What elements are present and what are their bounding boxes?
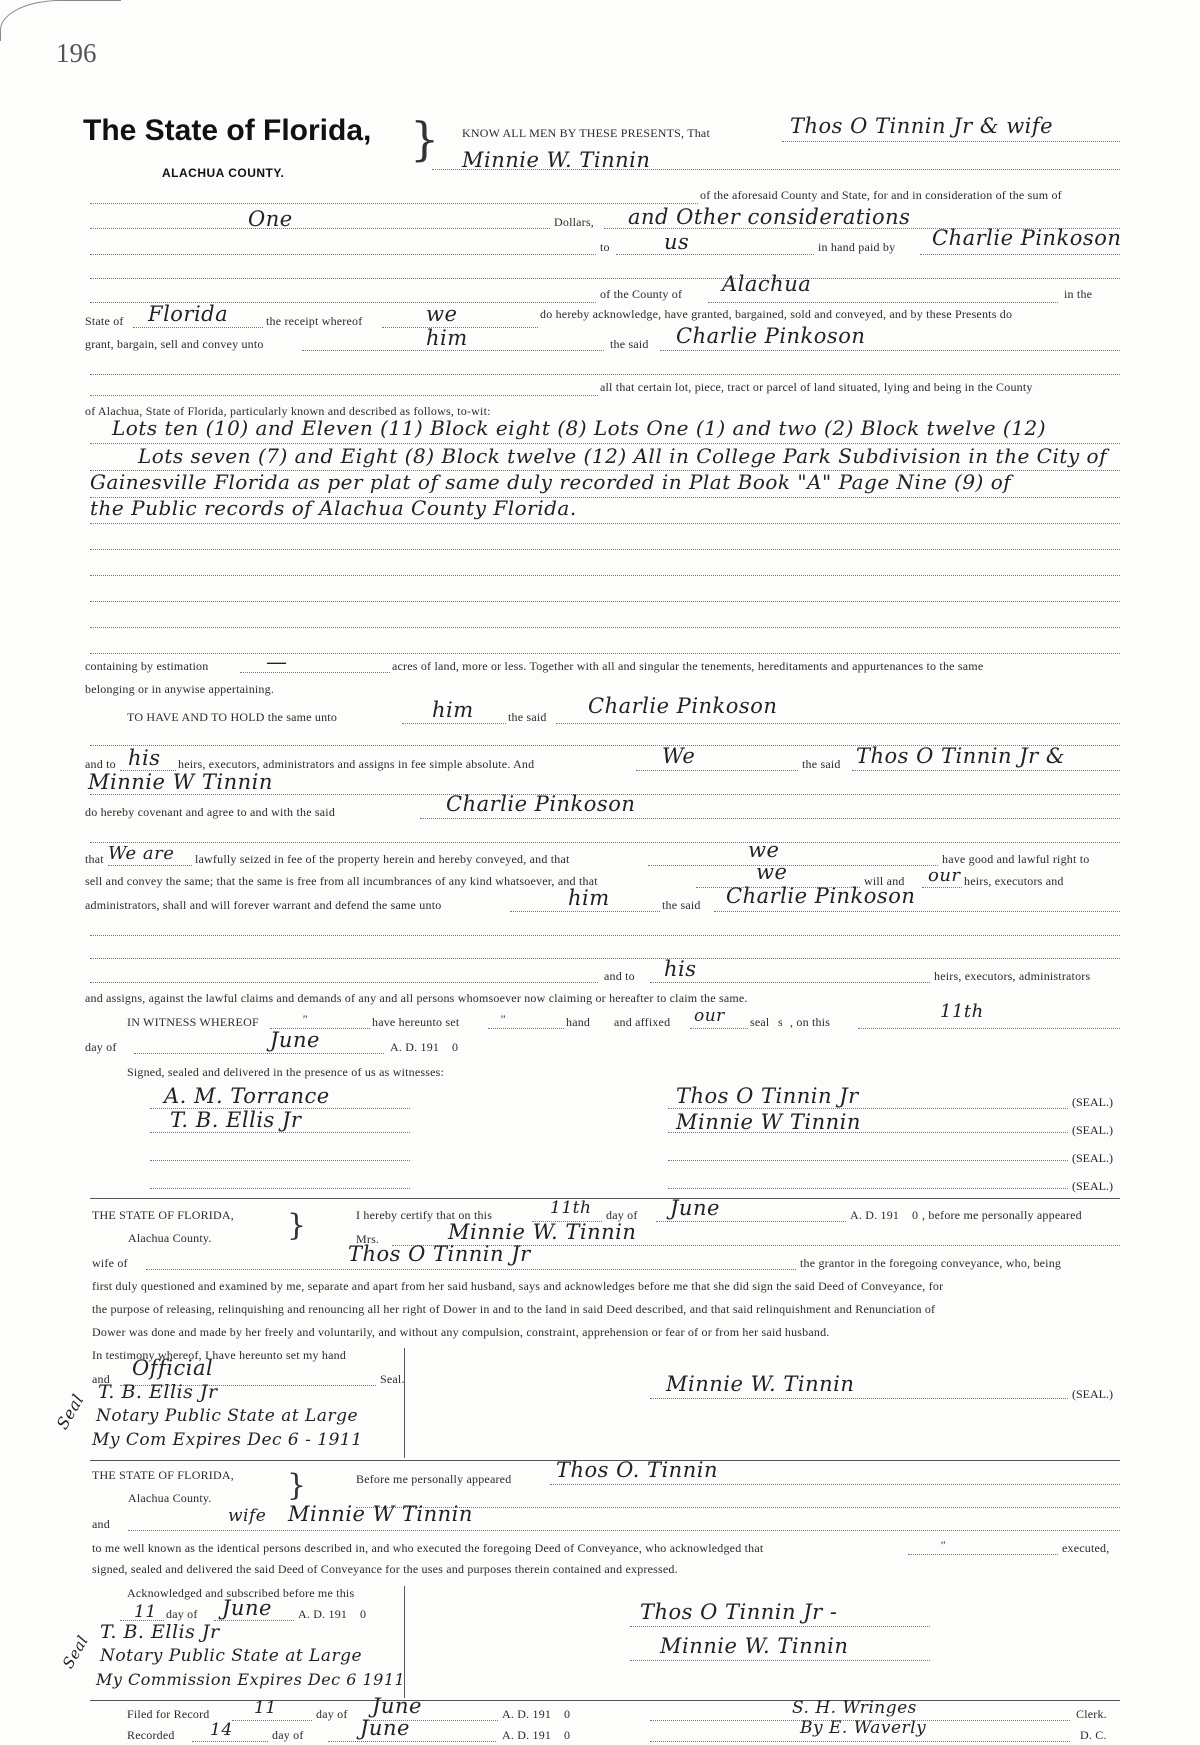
said-label: the said (610, 337, 649, 351)
cert2-wife-name-handwritten: Minnie W Tinnin (288, 1502, 473, 1526)
cert2-signature-1: Thos O Tinnin Jr - (640, 1600, 838, 1624)
cert2-before-label: Before me personally appeared (356, 1472, 512, 1486)
unto-handwritten: him (426, 326, 468, 350)
husband-handwritten: Thos O Tinnin Jr (348, 1242, 531, 1266)
grantors-line-2: Minnie W. Tinnin (462, 148, 651, 172)
heirs2-text: heirs, executors, administrators (934, 969, 1091, 983)
fill-line (90, 653, 1120, 654)
fill-line (232, 1720, 312, 1721)
section-divider (90, 1198, 1120, 1199)
ack-label: Acknowledged and subscribed before me this (127, 1586, 355, 1600)
fill-line (128, 1530, 1120, 1531)
fill-line (650, 1398, 1068, 1399)
fill-line (133, 327, 263, 328)
description-line-1: Lots ten (10) and Eleven (11) Block eight (8) Lots One (1) and two (2) Block twelve (12) (112, 416, 1046, 440)
fill-line (650, 1741, 1070, 1742)
known-text: to me well known as the identical persons described in, and who executed the foregoing Deed of Conveyance, who acknowledged that (92, 1541, 764, 1555)
cert2-signature-2: Minnie W. Tinnin (660, 1634, 849, 1658)
cert2-state: THE STATE OF FLORIDA, (92, 1468, 234, 1482)
seal-handwritten: s (778, 1015, 783, 1029)
dc-label: D. C. (1080, 1728, 1107, 1742)
recorded-label: Recorded (127, 1728, 175, 1742)
heirs-handwritten: We (662, 744, 696, 768)
heirs-grantors-handwritten: Thos O Tinnin Jr & (856, 744, 1066, 768)
dollars-extra-handwritten: and Other considerations (628, 205, 911, 229)
testimony-text: In testimony whereof, I have hereunto set my hand (92, 1348, 347, 1362)
cert2-wife-handwritten: wife (228, 1506, 267, 1526)
fill-line (214, 1620, 294, 1621)
filed-day-of: day of (316, 1707, 348, 1721)
fill-line (90, 935, 1120, 936)
signed-text: Signed, sealed and delivered in the presence of us as witnesses: (127, 1065, 445, 1079)
fill-line (858, 1028, 1120, 1029)
cert2-month-handwritten: June (222, 1596, 272, 1620)
estimation-label: containing by estimation (85, 659, 209, 673)
official-handwritten: Official (132, 1356, 214, 1380)
month-handwritten: June (270, 1028, 320, 1052)
know-all-text: KNOW ALL MEN BY THESE PRESENTS, That (462, 126, 710, 140)
fill-line (90, 958, 1120, 959)
have-hold-said: the said (508, 710, 547, 724)
that-label: that (85, 852, 104, 866)
fill-line (714, 911, 1120, 912)
in-the-label: in the (1064, 287, 1093, 301)
filed-ad: A. D. 191 (502, 1707, 552, 1721)
rec-year: 0 (564, 1728, 571, 1742)
cert2-year: 0 (360, 1607, 367, 1621)
clerk-handwritten: S. H. Wringes (792, 1698, 917, 1718)
filed-month-handwritten: June (372, 1694, 422, 1718)
said-grantee-handwritten: Charlie Pinkoson (676, 324, 866, 348)
acknowledge-text: do hereby acknowledge, have granted, bargained, sold and conveyed, and by these Presents do (540, 307, 1013, 321)
on-this-label: , on this (790, 1015, 831, 1029)
fill-line (328, 1741, 496, 1742)
fill-line (90, 842, 1120, 843)
fill-line (90, 254, 596, 255)
cert1-year: 0 (912, 1208, 919, 1222)
cert1-ad: A. D. 191 (850, 1208, 900, 1222)
fill-line (192, 1741, 268, 1742)
fill-line (90, 203, 698, 204)
fill-line (616, 254, 814, 255)
cert1-before-text: , before me personally appeared (922, 1208, 1082, 1222)
cert1-notary-3: My Com Expires Dec 6 - 1911 (92, 1430, 363, 1450)
consideration-text: of the aforesaid County and State, for and in consideration of the sum of (700, 188, 1062, 202)
mrs-handwritten: Minnie W. Tinnin (448, 1220, 637, 1244)
grantors-line-1: Thos O Tinnin Jr & wife (790, 114, 1054, 138)
description-line-3: Gainesville Florida as per plat of same duly recorded in Plat Book "A" Page Nine (9) of (90, 470, 1012, 494)
county-of-label: of the County of (600, 287, 683, 301)
admin-grantee-handwritten: Charlie Pinkoson (726, 884, 916, 908)
and-to2-label: and to (604, 969, 635, 983)
have-hold-handwritten: him (432, 698, 474, 722)
whereof-handwritten: " (302, 1012, 308, 1026)
fill-line (630, 1660, 930, 1661)
described-text: of Alachua, State of Florida, particularly known and described as follows, to-wit: (85, 404, 491, 418)
to-label: to (600, 240, 610, 254)
seized-text: lawfully seized in fee of the property herein and hereby conveyed, and that (195, 852, 570, 866)
affixed-label: and affixed (614, 1015, 671, 1029)
seal-label: seal (750, 1015, 770, 1029)
fill-line (90, 228, 550, 229)
fill-line (668, 1188, 1068, 1189)
assigns-text: and assigns, against the lawful claims and demands of any and all persons whomsoever now claiming or hereafter to claim the same. (85, 991, 748, 1005)
hand-label: hand (566, 1015, 591, 1029)
cert2-notary-2: Notary Public State at Large (100, 1646, 363, 1666)
day-of-label: day of (85, 1040, 117, 1054)
seal-marker-4: (SEAL.) (1072, 1179, 1113, 1193)
fill-line (150, 1188, 410, 1189)
fill-line (908, 1554, 1058, 1555)
heirs-said: the said (802, 757, 841, 771)
fill-line (90, 982, 598, 983)
acres-text: acres of land, more or less. Together with all and singular the tenements, hereditaments and appurtenances to the same (392, 659, 984, 673)
clerk-label: Clerk. (1076, 1707, 1107, 1721)
cert1-day-handwritten: 11th (550, 1198, 592, 1218)
signature-2-handwritten: Minnie W Tinnin (676, 1110, 861, 1134)
dc-handwritten: By E. Waverly (800, 1718, 927, 1738)
fill-line (852, 770, 1120, 771)
cert1-para-1: first duly questioned and examined by me, separate and apart from her said husband, says and acknowledges before me that she did sign the said Deed of Conveyance, for (92, 1279, 944, 1293)
state-handwritten: Florida (148, 302, 229, 326)
cert2-brace: } (287, 1468, 307, 1503)
fill-line (550, 1484, 1120, 1485)
paid-by-label: in hand paid by (818, 240, 896, 254)
will-and-label: will and (864, 874, 905, 888)
have-set-label: have hereunto set (372, 1015, 460, 1029)
cert1-para-3: Dower was done and made by her freely and voluntarily, and without any compulsion, constraint, apprehension or fear of or from her said husband. (92, 1325, 830, 1339)
seized-handwritten: we (748, 838, 780, 862)
year-handwritten: 0 (452, 1040, 459, 1054)
filed-year: 0 (564, 1707, 571, 1721)
cert1-state: THE STATE OF FLORIDA, (92, 1208, 234, 1222)
fill-line (636, 770, 798, 771)
wife-of-label: wife of (92, 1256, 128, 1270)
signature-1-handwritten: Thos O Tinnin Jr (676, 1084, 859, 1108)
mrs-label: Mrs. (356, 1232, 380, 1246)
fill-line (402, 723, 506, 724)
fill-line (920, 254, 1120, 255)
will-and-handwritten: our (928, 865, 961, 886)
cert1-day-of: day of (606, 1208, 638, 1222)
cert2-seal-stamp: Seal (58, 1632, 92, 1672)
cert2-signed-text: signed, sealed and delivered the said Deed of Conveyance for the uses and purposes therein contained and expressed. (92, 1562, 678, 1576)
fill-line (302, 350, 604, 351)
rec-ad: A. D. 191 (502, 1728, 552, 1742)
state-of-label: State of (85, 314, 124, 328)
to-handwritten: us (664, 230, 690, 254)
fill-line (432, 169, 1120, 170)
county-handwritten: Alachua (722, 272, 812, 296)
fill-line (90, 575, 1120, 576)
grantor-text: the grantor in the foregoing conveyance, who, being (800, 1256, 1062, 1270)
known-handwritten: " (940, 1538, 946, 1552)
page-corner (0, 0, 121, 41)
heirs-exec-text: heirs, executors and (964, 874, 1064, 888)
that-handwritten: We are (108, 843, 175, 864)
fill-line (668, 1108, 1068, 1109)
grantors-cont-handwritten: Minnie W Tinnin (88, 770, 273, 794)
executed-label: executed, (1062, 1541, 1110, 1555)
fill-line (630, 1626, 930, 1627)
cert1-and-label: and (92, 1372, 110, 1386)
cert1-notary-2: Notary Public State at Large (96, 1406, 359, 1426)
amount-handwritten: One (248, 207, 293, 231)
fill-line (90, 395, 598, 396)
and-to-handwritten: his (128, 746, 161, 770)
filed-day-handwritten: 11 (254, 1698, 277, 1718)
cert1-signature-handwritten: Minnie W. Tinnin (666, 1372, 855, 1396)
fill-line (660, 350, 1120, 351)
have-set-handwritten: " (500, 1012, 506, 1026)
rec-day-handwritten: 14 (210, 1720, 233, 1740)
cert2-notary-1: T. B. Ellis Jr (100, 1621, 220, 1643)
covenant-handwritten: Charlie Pinkoson (446, 792, 636, 816)
cert1-para-2: the purpose of releasing, relinquishing and renouncing all her right of Dower in and to the land in said Deed described, and that said relinquishment and Renunciation of (92, 1302, 936, 1316)
fill-line (134, 1053, 384, 1054)
and-to2-handwritten: his (664, 957, 697, 981)
sell-handwritten: we (756, 860, 788, 884)
belonging-text: belonging or in anywise appertaining. (85, 682, 275, 696)
witness-1-handwritten: A. M. Torrance (164, 1084, 330, 1108)
fill-line (668, 1160, 1068, 1161)
fill-line (420, 818, 1120, 819)
fill-line (648, 865, 938, 866)
cert1-month-handwritten: June (670, 1196, 720, 1220)
fill-line (668, 1132, 1068, 1133)
covenant-text: do hereby covenant and agree to and with the said (85, 805, 336, 819)
fill-line (488, 1028, 564, 1029)
cert1-seal-label: Seal. (380, 1372, 405, 1386)
fill-line (150, 1160, 410, 1161)
description-line-2: Lots seven (7) and Eight (8) Block twelve (12) All in College Park Subdivision in the City of (138, 444, 1107, 468)
fill-line (90, 523, 1120, 524)
cert1-notary-1: T. B. Ellis Jr (98, 1381, 218, 1403)
and-to-label: and to (85, 757, 116, 771)
cert2-day-of: day of (166, 1607, 198, 1621)
fill-line (556, 723, 1120, 724)
fill-line (108, 865, 192, 866)
fill-line (90, 374, 1120, 375)
admin-said: the said (662, 898, 701, 912)
rec-month-handwritten: June (360, 1716, 410, 1740)
seal-marker-3: (SEAL.) (1072, 1151, 1113, 1165)
affixed-handwritten: our (694, 1006, 725, 1026)
heirs-text: heirs, executors, administrators and assigns in fee simple absolute. And (178, 757, 535, 771)
fill-line (708, 302, 1058, 303)
fill-line (510, 911, 660, 912)
certify-label: I hereby certify that on this (356, 1208, 493, 1222)
seal-marker-1: (SEAL.) (1072, 1095, 1113, 1109)
receipt-handwritten: we (426, 302, 458, 326)
fill-line (240, 672, 390, 673)
cert1-brace: } (287, 1208, 307, 1243)
cert1-county: Alachua County. (128, 1231, 212, 1245)
all-that-text: all that certain lot, piece, tract or parcel of land situated, lying and being in the County (600, 380, 1033, 394)
cert1-seal-stamp: Seal (52, 1390, 88, 1433)
fill-line (90, 278, 1120, 279)
cert2-county: Alachua County. (128, 1491, 212, 1505)
estimation-handwritten: — (266, 650, 288, 674)
fill-line (650, 982, 930, 983)
cert1-seal-marker: (SEAL.) (1072, 1387, 1113, 1401)
fill-line (656, 1221, 846, 1222)
filed-label: Filed for Record (127, 1707, 210, 1721)
whereof-label: IN WITNESS WHEREOF (127, 1015, 259, 1029)
page-number: 196 (56, 38, 97, 68)
notary-box-line (404, 1348, 405, 1458)
witness-2-handwritten: T. B. Ellis Jr (170, 1108, 302, 1132)
description-line-4: the Public records of Alachua County Florida. (90, 496, 577, 520)
admin-text: administrators, shall and will forever warrant and defend the same unto (85, 898, 442, 912)
day-handwritten: 11th (940, 1001, 984, 1022)
grantee-handwritten: Charlie Pinkoson (932, 226, 1122, 250)
fill-line (90, 627, 1120, 628)
fill-line (90, 549, 1120, 550)
dollars-label: Dollars, (554, 215, 594, 229)
fill-line (690, 1028, 748, 1029)
section-divider (90, 1700, 1120, 1701)
seal-marker-2: (SEAL.) (1072, 1123, 1113, 1137)
admin-handwritten: him (568, 886, 610, 910)
have-hold-label: TO HAVE AND TO HOLD the same unto (127, 710, 338, 724)
fill-line (150, 1132, 410, 1133)
document-title: The State of Florida, (83, 114, 372, 147)
receipt-label: the receipt whereof (266, 314, 363, 328)
ad-label: A. D. 191 (390, 1040, 440, 1054)
cert2-and-label: and (92, 1517, 110, 1531)
have-hold-grantee-handwritten: Charlie Pinkoson (588, 694, 778, 718)
good-right-text: have good and lawful right to (942, 852, 1090, 866)
cert2-day-handwritten: 11 (134, 1602, 157, 1622)
cert2-ad: A. D. 191 (298, 1607, 348, 1621)
cert2-notary-3: My Commission Expires Dec 6 1911 (96, 1670, 406, 1689)
cert2-person-handwritten: Thos O. Tinnin (556, 1458, 718, 1482)
rec-day-of: day of (272, 1728, 304, 1742)
sell-text: sell and convey the same; that the same is free from all incumbrances of any kind whatsoever, and that (85, 874, 598, 888)
fill-line (782, 141, 1120, 142)
fill-line (90, 601, 1120, 602)
fill-line (146, 1269, 796, 1270)
fill-line (922, 887, 962, 888)
county-heading: ALACHUA COUNTY. (162, 166, 285, 180)
header-brace: } (410, 112, 440, 166)
grant-label: grant, bargain, sell and convey unto (85, 337, 264, 351)
